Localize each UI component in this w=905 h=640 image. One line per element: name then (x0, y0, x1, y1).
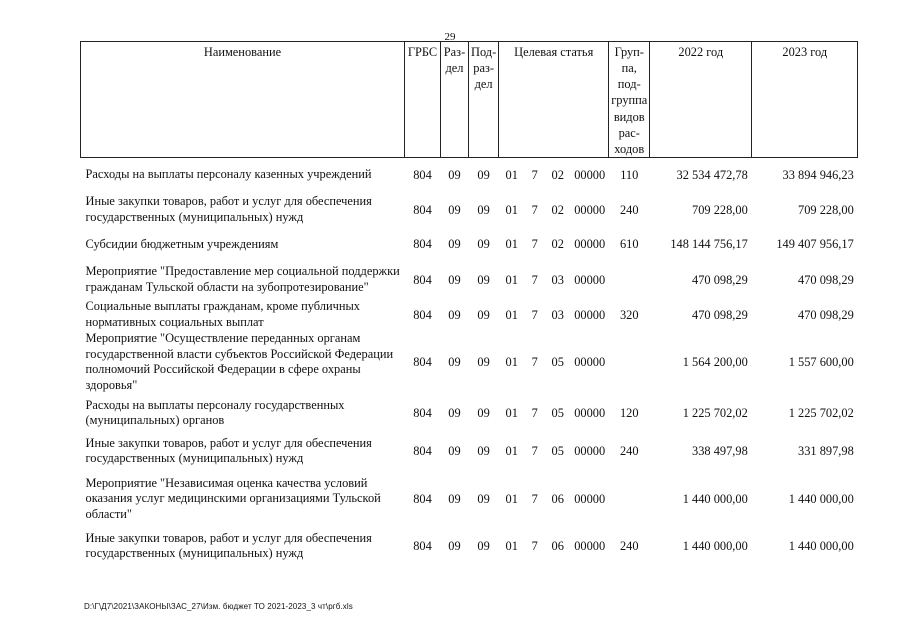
row-target-article-subprogram: 02 (551, 202, 564, 217)
row-amount-2022: 1 564 200,00 (682, 355, 748, 370)
row-expense-group (609, 260, 650, 299)
row-target-article-direction: 00000 (574, 307, 606, 322)
table-row (81, 228, 858, 260)
row-target-article-subprogram: 03 (551, 272, 564, 287)
row-target-article-subprogram: 02 (551, 237, 564, 252)
row-target-article-type: 7 (531, 237, 538, 252)
table-row (81, 527, 858, 565)
row-expense-group: 320 (619, 307, 639, 322)
row-razdel: 09 (448, 491, 461, 506)
row-amount-2023: 331 897,98 (798, 444, 854, 459)
row-name: Социальные выплаты гражданам, кроме публичных нормативных социальных выплат (85, 299, 360, 329)
row-podrazdel: 09 (477, 491, 490, 506)
row-podrazdel: 09 (477, 406, 490, 421)
header-year-2023: 2023 год (752, 42, 858, 158)
row-target-article-program: 01 (505, 355, 518, 370)
table-row (81, 394, 858, 432)
row-target-article-program: 01 (505, 272, 518, 287)
row-name: Мероприятие "Осуществление переданных органам государственной власти субъектов Российской Федерации полномочий Российской Федерации в сфере охраны здоровья" (85, 331, 394, 392)
row-amount-2022: 32 534 472,78 (676, 167, 748, 182)
table-row (81, 260, 858, 299)
row-razdel: 09 (448, 202, 461, 217)
row-amount-2023: 1 440 000,00 (788, 539, 854, 554)
row-podrazdel: 09 (477, 272, 490, 287)
row-target-article-direction: 00000 (574, 444, 606, 459)
row-podrazdel: 09 (477, 355, 490, 370)
row-target-article-direction: 00000 (574, 237, 606, 252)
row-target-article-program: 01 (505, 491, 518, 506)
row-expense-group: 120 (619, 406, 639, 421)
row-razdel: 09 (448, 272, 461, 287)
page-number: 29 (444, 31, 456, 43)
row-podrazdel: 09 (477, 202, 490, 217)
row-name: Мероприятие "Предоставление мер социальной поддержки гражданам Тульской области на зубопротезирование" (85, 264, 400, 294)
row-target-article-direction: 00000 (574, 406, 606, 421)
row-target-article-program: 01 (505, 406, 518, 421)
row-amount-2023: 1 225 702,02 (788, 406, 854, 421)
row-target-article-program: 01 (505, 167, 518, 182)
row-razdel: 09 (448, 167, 461, 182)
row-razdel: 09 (448, 237, 461, 252)
row-expense-group: 610 (619, 237, 639, 252)
row-target-article-program: 01 (505, 307, 518, 322)
row-grbs: 804 (413, 355, 432, 370)
table-row (81, 432, 858, 470)
row-amount-2022: 470 098,29 (692, 307, 748, 322)
row-amount-2023: 709 228,00 (798, 202, 854, 217)
row-target-article-type: 7 (531, 491, 538, 506)
row-amount-2022: 338 497,98 (692, 444, 748, 459)
row-target-article-program: 01 (505, 539, 518, 554)
row-grbs: 804 (413, 307, 432, 322)
row-name: Мероприятие "Независимая оценка качества условий оказания услуг медицинскими организациями Тульской области" (85, 475, 381, 521)
row-grbs: 804 (413, 406, 432, 421)
row-razdel: 09 (448, 406, 461, 421)
budget-table (80, 41, 858, 565)
header-name: Наименование (81, 42, 405, 158)
row-target-article-subprogram: 05 (551, 444, 564, 459)
row-target-article-subprogram: 03 (551, 307, 564, 322)
row-target-article-direction: 00000 (574, 355, 606, 370)
file-path: D:\Г\Д7\2021\ЗАКОНЫ\ЗАС_27\Изм. бюджет ТО 2021-2023_3 чт\ргб.xls (84, 602, 353, 611)
row-expense-group: 240 (619, 444, 639, 459)
row-amount-2023: 470 098,29 (798, 307, 854, 322)
row-amount-2022: 1 225 702,02 (682, 406, 748, 421)
row-amount-2022: 1 440 000,00 (682, 539, 748, 554)
row-target-article-type: 7 (531, 355, 538, 370)
row-name: Расходы на выплаты персоналу государственных (муниципальных) органов (85, 397, 345, 428)
row-name: Расходы на выплаты персоналу казенных учреждений (85, 166, 372, 181)
row-razdel: 09 (448, 539, 461, 554)
table-row (81, 157, 858, 191)
row-amount-2023: 33 894 946,23 (782, 167, 854, 182)
row-target-article-subprogram: 06 (551, 491, 564, 506)
row-name: Субсидии бюджетным учреждениям (85, 236, 279, 251)
row-podrazdel: 09 (477, 237, 490, 252)
row-expense-group (609, 470, 650, 527)
row-target-article-type: 7 (531, 272, 538, 287)
table-body (81, 157, 858, 565)
row-target-article-type: 7 (531, 307, 538, 322)
row-podrazdel: 09 (477, 307, 490, 322)
row-target-article-subprogram: 05 (551, 355, 564, 370)
row-expense-group: 110 (620, 167, 639, 182)
header-grbs: ГРБС (405, 42, 441, 158)
row-target-article-type: 7 (531, 406, 538, 421)
row-amount-2023: 149 407 956,17 (776, 237, 854, 252)
row-target-article-direction: 00000 (574, 202, 606, 217)
row-grbs: 804 (413, 202, 432, 217)
table-row (81, 299, 858, 330)
header-razdel: Раз-дел (441, 42, 469, 158)
row-target-article-program: 01 (505, 237, 518, 252)
row-target-article-direction: 00000 (574, 167, 606, 182)
row-grbs: 804 (413, 491, 432, 506)
row-name: Иные закупки товаров, работ и услуг для обеспечения государственных (муниципальных) нужд (85, 194, 372, 224)
row-amount-2022: 709 228,00 (692, 202, 748, 217)
row-grbs: 804 (413, 444, 432, 459)
row-amount-2023: 1 557 600,00 (788, 355, 854, 370)
row-grbs: 804 (413, 539, 432, 554)
row-target-article-type: 7 (531, 167, 538, 182)
row-amount-2023: 1 440 000,00 (788, 491, 854, 506)
row-razdel: 09 (448, 355, 461, 370)
header-podrazdel: Под-раз-дел (469, 42, 499, 158)
row-grbs: 804 (413, 167, 432, 182)
row-podrazdel: 09 (477, 539, 490, 554)
row-podrazdel: 09 (477, 444, 490, 459)
row-name: Иные закупки товаров, работ и услуг для обеспечения государственных (муниципальных) нужд (85, 530, 372, 561)
row-target-article-type: 7 (531, 202, 538, 217)
row-amount-2023: 470 098,29 (798, 272, 854, 287)
row-target-article-type: 7 (531, 539, 538, 554)
row-expense-group: 240 (619, 539, 639, 554)
row-target-article-subprogram: 05 (551, 406, 564, 421)
row-expense-group (609, 330, 650, 394)
row-grbs: 804 (413, 237, 432, 252)
row-target-article-program: 01 (505, 202, 518, 217)
row-grbs: 804 (413, 272, 432, 287)
table-row (81, 191, 858, 228)
header-target-article: Целевая статья (499, 42, 609, 158)
row-target-article-direction: 00000 (574, 491, 606, 506)
table-row (81, 330, 858, 394)
row-target-article-subprogram: 02 (551, 167, 564, 182)
row-target-article-direction: 00000 (574, 539, 606, 554)
row-target-article-direction: 00000 (574, 272, 606, 287)
header-year-2022: 2022 год (650, 42, 752, 158)
row-target-article-subprogram: 06 (551, 539, 564, 554)
row-target-article-program: 01 (505, 444, 518, 459)
row-amount-2022: 148 144 756,17 (670, 237, 748, 252)
row-podrazdel: 09 (477, 167, 490, 182)
table-header (81, 42, 858, 158)
table-row (81, 470, 858, 527)
row-expense-group: 240 (619, 202, 639, 217)
row-amount-2022: 470 098,29 (692, 272, 748, 287)
row-target-article-type: 7 (531, 444, 538, 459)
row-name: Иные закупки товаров, работ и услуг для обеспечения государственных (муниципальных) нужд (85, 435, 372, 466)
row-razdel: 09 (448, 444, 461, 459)
row-razdel: 09 (448, 307, 461, 322)
header-expense-group: Груп-па, под-группа видов рас-ходов (609, 42, 650, 158)
row-amount-2022: 1 440 000,00 (682, 491, 748, 506)
